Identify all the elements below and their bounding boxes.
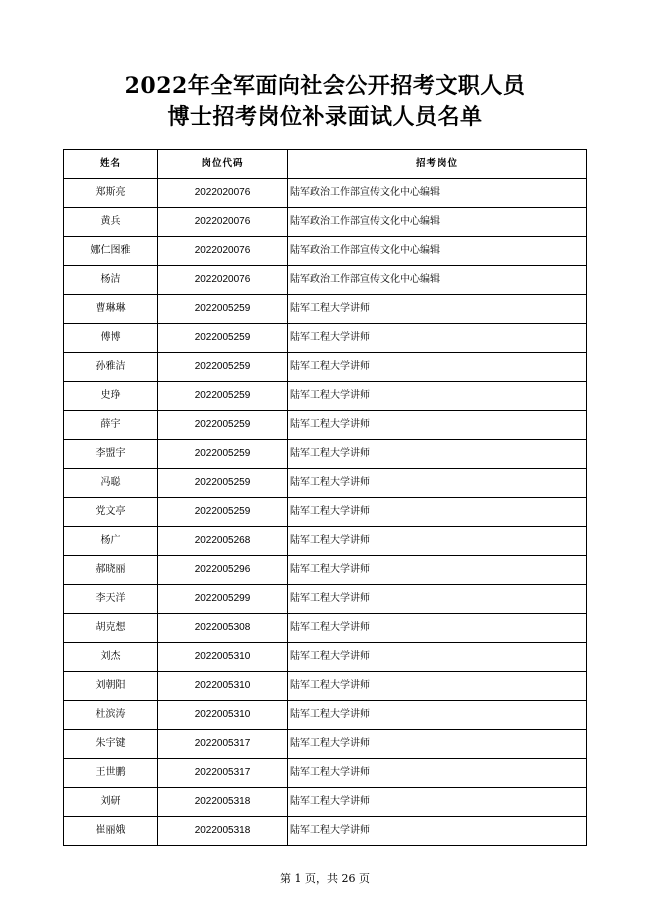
cell-post-code: 2022005308 (158, 614, 288, 643)
table-row (64, 469, 587, 498)
cell-name: 刘杰 (64, 643, 158, 672)
cell-post-code: 2022005259 (158, 295, 288, 324)
cell-post-code: 2022005310 (158, 672, 288, 701)
cell-post-code: 2022020076 (158, 266, 288, 295)
table-row (64, 411, 587, 440)
table-row (64, 556, 587, 585)
cell-name: 曹琳琳 (64, 295, 158, 324)
cell-post: 陆军工程大学讲师 (288, 672, 587, 701)
cell-post-code: 2022005299 (158, 585, 288, 614)
table-row (64, 701, 587, 730)
cell-post-code: 2022005259 (158, 382, 288, 411)
cell-post-code: 2022020076 (158, 237, 288, 266)
cell-post: 陆军工程大学讲师 (288, 411, 587, 440)
cell-post: 陆军工程大学讲师 (288, 585, 587, 614)
cell-post: 陆军工程大学讲师 (288, 643, 587, 672)
cell-post: 陆军工程大学讲师 (288, 382, 587, 411)
cell-post: 陆军工程大学讲师 (288, 788, 587, 817)
page-number: 第 1 页，共 26 页 (280, 872, 370, 885)
cell-post: 陆军工程大学讲师 (288, 527, 587, 556)
table-row (64, 498, 587, 527)
header-post: 招考岗位 (288, 150, 587, 179)
cell-post: 陆军工程大学讲师 (288, 730, 587, 759)
cell-name: 孙雅洁 (64, 353, 158, 382)
roster-body (64, 179, 587, 846)
cell-name: 杜滨涛 (64, 701, 158, 730)
cell-name: 冯聪 (64, 469, 158, 498)
table-row (64, 324, 587, 353)
cell-name: 胡克想 (64, 614, 158, 643)
table-row (64, 353, 587, 382)
table-row (64, 817, 587, 846)
cell-post-code: 2022005318 (158, 817, 288, 846)
cell-name: 黄兵 (64, 208, 158, 237)
cell-name: 李盟宇 (64, 440, 158, 469)
cell-post: 陆军工程大学讲师 (288, 498, 587, 527)
cell-post: 陆军工程大学讲师 (288, 817, 587, 846)
table-row (64, 440, 587, 469)
cell-post-code: 2022020076 (158, 208, 288, 237)
cell-name: 杨广 (64, 527, 158, 556)
cell-name: 郝晓丽 (64, 556, 158, 585)
cell-post-code: 2022005310 (158, 701, 288, 730)
table-row (64, 237, 587, 266)
cell-post: 陆军工程大学讲师 (288, 440, 587, 469)
cell-post: 陆军工程大学讲师 (288, 759, 587, 788)
table-row (64, 266, 587, 295)
cell-name: 刘朝阳 (64, 672, 158, 701)
cell-name: 李天洋 (64, 585, 158, 614)
cell-name: 朱宇键 (64, 730, 158, 759)
cell-name: 刘研 (64, 788, 158, 817)
table-header-row (64, 150, 587, 179)
cell-post-code: 2022020076 (158, 179, 288, 208)
cell-post: 陆军工程大学讲师 (288, 556, 587, 585)
cell-post: 陆军政治工作部宣传文化中心编辑 (288, 208, 587, 237)
cell-post: 陆军政治工作部宣传文化中心编辑 (288, 266, 587, 295)
table-row (64, 672, 587, 701)
cell-name: 薛宇 (64, 411, 158, 440)
cell-post-code: 2022005296 (158, 556, 288, 585)
roster-table (63, 149, 587, 846)
table-row (64, 179, 587, 208)
cell-post: 陆军工程大学讲师 (288, 353, 587, 382)
table-row (64, 614, 587, 643)
cell-post-code: 2022005259 (158, 324, 288, 353)
table-row (64, 527, 587, 556)
cell-post-code: 2022005259 (158, 353, 288, 382)
cell-post-code: 2022005259 (158, 469, 288, 498)
cell-post: 陆军工程大学讲师 (288, 469, 587, 498)
cell-name: 娜仁图雅 (64, 237, 158, 266)
cell-name: 史琤 (64, 382, 158, 411)
cell-name: 崔丽娥 (64, 817, 158, 846)
cell-post: 陆军工程大学讲师 (288, 295, 587, 324)
cell-post-code: 2022005317 (158, 759, 288, 788)
table-row (64, 788, 587, 817)
cell-name: 王世鹏 (64, 759, 158, 788)
table-row (64, 208, 587, 237)
header-post-code: 岗位代码 (158, 150, 288, 179)
cell-name: 傅博 (64, 324, 158, 353)
table-row (64, 382, 587, 411)
header-name: 姓名 (64, 150, 158, 179)
table-row (64, 585, 587, 614)
cell-post: 陆军工程大学讲师 (288, 701, 587, 730)
cell-post: 陆军工程大学讲师 (288, 614, 587, 643)
cell-name: 郑斯亮 (64, 179, 158, 208)
cell-post-code: 2022005268 (158, 527, 288, 556)
cell-post: 陆军政治工作部宣传文化中心编辑 (288, 237, 587, 266)
table-row (64, 295, 587, 324)
document-title-line2: 博士招考岗位补录面试人员名单 (167, 104, 483, 130)
cell-post: 陆军工程大学讲师 (288, 324, 587, 353)
cell-post-code: 2022005259 (158, 498, 288, 527)
table-row (64, 643, 587, 672)
document-title-line1: 2022年全军面向社会公开招考文职人员 (124, 73, 526, 99)
cell-post-code: 2022005259 (158, 440, 288, 469)
cell-post-code: 2022005259 (158, 411, 288, 440)
table-row (64, 759, 587, 788)
cell-post-code: 2022005317 (158, 730, 288, 759)
table-row (64, 730, 587, 759)
cell-post-code: 2022005318 (158, 788, 288, 817)
cell-name: 杨洁 (64, 266, 158, 295)
cell-post: 陆军政治工作部宣传文化中心编辑 (288, 179, 587, 208)
cell-name: 党文亭 (64, 498, 158, 527)
cell-post-code: 2022005310 (158, 643, 288, 672)
